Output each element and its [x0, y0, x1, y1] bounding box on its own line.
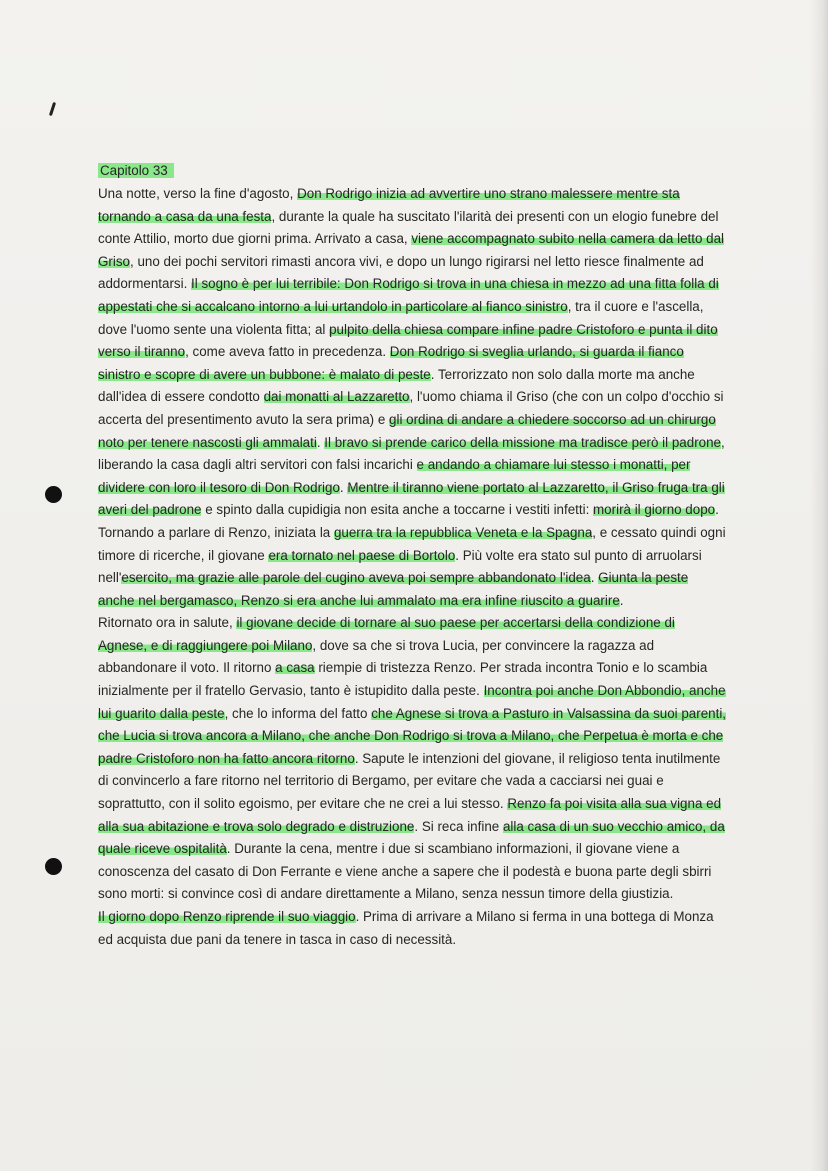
highlighted-text: Il giorno dopo Renzo riprende il suo viaggio: [98, 909, 356, 924]
body-text: , l'uomo chiama il Griso (che con un colpo d'occhio si accerta del presentimento avuto la sera prima) e: [98, 389, 724, 427]
body-text: .: [590, 570, 599, 586]
body-text: . Più volte era stato sul punto di arruolarsi nell': [98, 547, 702, 586]
highlighted-text: e andando a chiamare lui stesso i monatti, per dividere con loro il tesoro di Don Rodrigo: [98, 457, 691, 495]
highlighted-text: Mentre il tiranno viene portato al Lazzaretto, il Griso fruga tra gli averi del padrone: [98, 479, 725, 518]
body-text: . Durante la cena, mentre i due si scambiano informazioni, il giovane viene a conoscenza del casato di Don Ferrante e viene anche a sapere che il podestà e buona parte degli sbirri sono morti: si convince così di andare direttamente a Milano, senza nessun timore della giustizia.: [98, 841, 712, 902]
chapter-heading: [98, 160, 174, 182]
page-edge-shadow: [810, 0, 828, 1171]
body-text: , dove sa che si trova Lucia, per convincere la ragazza ad abbandonare il voto. Il ritorno: [98, 637, 655, 676]
highlighted-text: Incontra poi anche Don Abbondio, anche lui guarito dalla peste: [98, 683, 726, 721]
highlighted-text: esercito, ma grazie alle parole del cugino aveva poi sempre abbandonato l'idea: [121, 570, 591, 586]
body-text: , durante la quale ha suscitato l'ilarità dei presenti con un elogio funebre del conte Attilio, morto due giorni prima. Arrivato a casa,: [98, 208, 719, 247]
body-text: .: [715, 502, 719, 518]
pen-mark: [49, 102, 56, 116]
body-text: , e cessato quindi ogni timore di ricerche, il giovane: [98, 524, 726, 563]
paragraph: [98, 183, 726, 522]
highlighted-text: alla casa di un suo vecchio amico, da quale riceve ospitalità: [98, 818, 725, 857]
highlighted-text: era tornato nel paese di Bortolo: [268, 547, 456, 563]
highlighted-text: guerra tra la repubblica Veneta e la Spagna: [333, 524, 593, 540]
body-text: , liberando la casa dagli altri servitori con falsi incarichi: [98, 434, 725, 473]
body-text: e spinto dalla cupidigia non esita anche a toccarne i vestiti infetti:: [201, 502, 594, 518]
body-text: .: [619, 592, 624, 608]
body-text: riempie di tristezza Renzo. Per strada incontra Tonio e lo scambia inizialmente per il fratello Gervasio, tanto è istupidito dalla peste.: [98, 660, 708, 699]
body-text: , tra il cuore e l'ascella, dove l'uomo sente una violenta fitta; al: [98, 298, 704, 337]
highlighted-text: Il sogno è per lui terribile: Don Rodrigo si trova in una chiesa in mezzo ad una fitta folla di appestati che si accalcano intorno a lui urtandolo in particolare al fianco sinistro: [98, 276, 719, 314]
body-text: Ritornato ora in salute,: [98, 615, 237, 631]
highlighted-text: dai monatti al Lazzaretto: [263, 389, 410, 405]
body-text: , uno dei pochi servitori rimasti ancora vivi, e dopo un lungo rigirarsi nel letto riesce finalmente ad addormentarsi.: [98, 253, 704, 292]
body-text: Tornando a parlare di Renzo, iniziata la: [98, 524, 334, 540]
chapter-title: Capitolo 33: [98, 163, 174, 178]
paragraph: [98, 522, 726, 612]
highlighted-text: Don Rodrigo inizia ad avvertire uno strano malessere mentre sta tornando a casa da una festa: [98, 186, 680, 224]
highlighted-text: gli ordina di andare a chiedere soccorso ad un chirurgo noto per tenere nascosti gli ammalati: [98, 411, 716, 450]
body-text: .: [316, 434, 325, 450]
body-text: .: [339, 479, 348, 495]
document-body: [98, 160, 726, 951]
body-text: . Terrorizzato non solo dalla morte ma anche dall'idea di essere condotto: [98, 366, 695, 405]
highlighted-text: Don Rodrigo si sveglia urlando, si guarda il fianco sinistro e scopre di avere un bubbone: è malato di peste: [98, 344, 684, 382]
highlighted-text: il giovane decide di tornare al suo paese per accertarsi della condizione di Agnese, e di raggiungere poi Milano: [98, 615, 675, 653]
highlighted-text: morirà il giorno dopo: [593, 502, 716, 518]
highlighted-text: Giunta la peste anche nel bergamasco, Renzo si era anche lui ammalato ma era infine riuscito a guarire: [98, 570, 689, 608]
binder-hole-top: [45, 486, 62, 503]
body-text: . Prima di arrivare a Milano si ferma in una bottega di Monza ed acquista due pani da tenere in tasca in caso di necessità.: [98, 909, 714, 947]
body-text: . Sapute le intenzioni del giovane, il religioso tenta inutilmente di convincerlo a fare ritorno nel territorio di Bergamo, per evitare che vada a cacciarsi nei guai e soprattutto, con il solito egoismo, per evitare che ne crei a lui stesso.: [98, 750, 721, 812]
body-text: . Si reca infine: [414, 818, 503, 834]
highlighted-text: viene accompagnato subito nella camera da letto dal Griso: [98, 231, 724, 269]
highlighted-text: pulpito della chiesa compare infine padre Cristoforo e punta il dito verso il tiranno: [98, 321, 718, 360]
highlighted-text: a casa: [275, 660, 315, 676]
binder-hole-bottom: [45, 858, 62, 875]
body-text: Una notte, verso la fine d'agosto,: [98, 186, 298, 201]
paragraph: [98, 906, 726, 951]
body-text: , come aveva fatto in precedenza.: [185, 344, 390, 360]
paragraph: [98, 612, 726, 906]
highlighted-text: che Agnese si trova a Pasturo in Valsassina da suoi parenti, che Lucia si trova ancora a Milano, che anche Don Rodrigo si trova a Milano, che Perpetua è morta e che padre Cristoforo non ha fatto ancora ritorno: [98, 705, 727, 766]
highlighted-text: Renzo fa poi visita alla sua vigna ed alla sua abitazione e trova solo degrado e distruzione: [98, 796, 722, 834]
highlighted-text: Il bravo si prende carico della missione ma tradisce però il padrone: [324, 434, 721, 450]
body-text: , che lo informa del fatto: [224, 705, 372, 721]
